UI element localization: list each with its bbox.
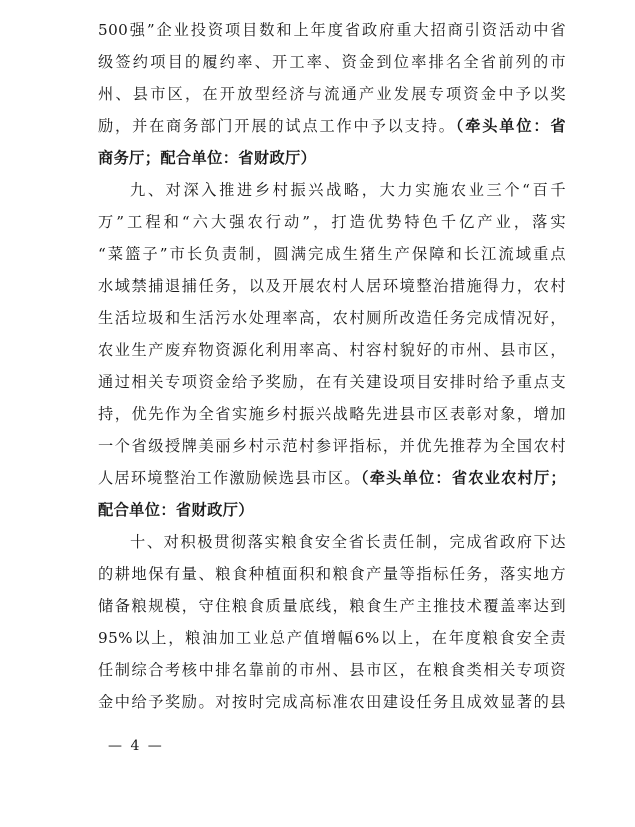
text-line: 水域禁捕退捕任务，以及开展农村人居环境整治措施得力，农村 bbox=[98, 277, 566, 295]
lead-unit-label: 配合单位：省财政厅） bbox=[98, 501, 254, 519]
text-line: “菜篮子”市长负责制，圆满完成生猪生产保障和长江流域重点 bbox=[98, 245, 566, 263]
text-span: 人居环境整治工作激励候选县市区。 bbox=[98, 469, 361, 487]
text-line: 金中给予奖励。对按时完成高标准农田建设任务且成效显著的县 bbox=[98, 693, 566, 711]
page-number: — 4 — bbox=[108, 738, 164, 754]
text-line: 万”工程和“六大强农行动”，打造优势特色千亿产业，落实 bbox=[98, 213, 566, 231]
text-line: 持，优先作为全省实施乡村振兴战略先进县市区表彰对象，增加 bbox=[98, 405, 566, 423]
text-line: 州、县市区，在开放型经济与流通产业发展专项资金中予以奖 bbox=[98, 85, 566, 103]
text-line: 的耕地保有量、粮食种植面积和粮食产量等指标任务，落实地方 bbox=[98, 565, 566, 583]
section-ten-heading-line: 十、对积极贯彻落实粮食安全省长责任制，完成省政府下达 bbox=[130, 533, 566, 551]
text-line: 一个省级授牌美丽乡村示范村参评指标，并优先推荐为全国农村 bbox=[98, 437, 566, 455]
text-line bbox=[98, 110, 566, 142]
text-line bbox=[98, 462, 566, 494]
text-line: 500强”企业投资项目数和上年度省政府重大招商引资活动中省 bbox=[98, 21, 566, 39]
section-nine-heading-line: 九、对深入推进乡村振兴战略，大力实施农业三个“百千 bbox=[130, 181, 566, 199]
text-line: 通过相关专项资金给予奖励，在有关建设项目安排时给予重点支 bbox=[98, 373, 566, 391]
text-line: 95%以上，粮油加工业总产值增幅6%以上，在年度粮食安全责 bbox=[98, 629, 566, 647]
lead-unit-label: （牵头单位：省 bbox=[455, 117, 566, 135]
text-line: 储备粮规模，守住粮食质量底线，粮食生产主推技术覆盖率达到 bbox=[98, 597, 566, 615]
text-line: 农业生产废弃物资源化利用率高、村容村貌好的市州、县市区， bbox=[98, 341, 566, 359]
text-span: 励，并在商务部门开展的试点工作中予以支持。 bbox=[98, 117, 456, 135]
lead-unit-label: （牵头单位：省农业农村厅； bbox=[360, 469, 566, 487]
lead-unit-label: 商务厅；配合单位：省财政厅） bbox=[98, 149, 317, 167]
text-line: 级签约项目的履约率、开工率、资金到位率排名全省前列的市 bbox=[98, 53, 566, 71]
text-line: 任制综合考核中排名靠前的市州、县市区，在粮食类相关专项资 bbox=[98, 661, 566, 679]
text-line: 生活垃圾和生活污水处理率高，农村厕所改造任务完成情况好， bbox=[98, 309, 566, 327]
